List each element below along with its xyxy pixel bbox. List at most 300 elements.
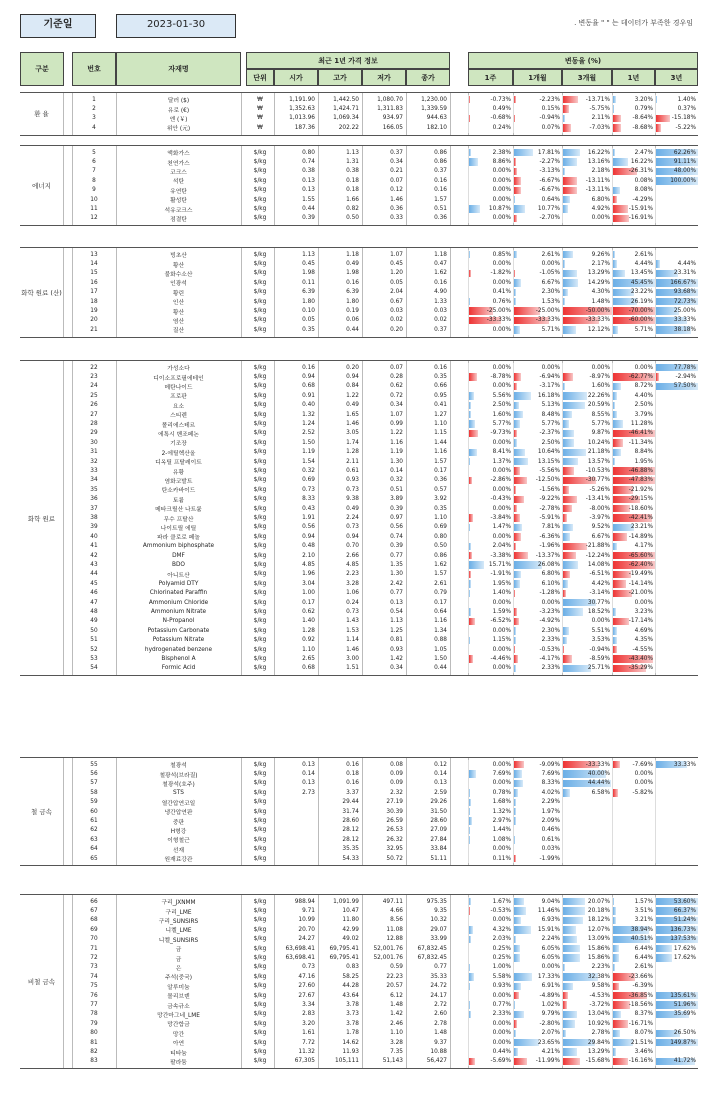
- close-price: 51.11: [430, 855, 447, 862]
- change-bar: [514, 973, 532, 980]
- change-value: 10.87%: [488, 206, 511, 213]
- change-cell: [655, 438, 698, 447]
- change-bar: [514, 761, 524, 768]
- change-cell: [513, 1010, 562, 1019]
- high-price: 54.33: [342, 855, 359, 862]
- change-value: 4.35%: [634, 637, 653, 644]
- change-cell: [468, 982, 513, 991]
- change-value: 6.91%: [541, 983, 560, 990]
- change-value: 2.78%: [591, 1030, 610, 1037]
- table-row: [20, 560, 698, 569]
- unit: $/kg: [253, 168, 267, 175]
- material-name: Ammonium Nitrate: [150, 609, 207, 616]
- change-cell: [612, 626, 655, 635]
- change-cell: [468, 570, 513, 579]
- row-no: 33: [90, 468, 98, 475]
- change-value: -0.94%: [539, 115, 560, 122]
- material-name: 철광석: [170, 763, 187, 770]
- change-bar: [469, 411, 471, 418]
- change-value: 16.22%: [587, 149, 610, 156]
- high-price: 0.50: [346, 215, 359, 222]
- change-cell: [513, 972, 562, 981]
- table-row: [20, 1010, 698, 1019]
- change-value: -0.68%: [490, 115, 511, 122]
- change-value: -70.00%: [628, 308, 653, 315]
- change-cell: [562, 1000, 612, 1009]
- change-cell: [562, 325, 612, 334]
- change-bar: [563, 420, 569, 427]
- change-value: 1.48%: [591, 298, 610, 305]
- close-price: 0.16: [434, 177, 447, 184]
- table-row: [20, 769, 698, 778]
- close-price: 0.86: [434, 149, 447, 156]
- change-value: -2.80%: [539, 1020, 560, 1027]
- material-name: 디이소프로필에테인: [153, 375, 204, 382]
- change-value: 77.78%: [673, 364, 696, 371]
- change-value: 41.72%: [673, 1058, 696, 1065]
- high-price: 3.28: [346, 580, 359, 587]
- low-price: 0.45: [390, 261, 403, 268]
- material-name: 유황: [172, 469, 185, 476]
- material-name: STS: [173, 789, 184, 796]
- change-cell: [612, 1029, 655, 1038]
- change-bar: [563, 439, 574, 446]
- change-value: 8.33%: [541, 780, 560, 787]
- change-bar: [613, 533, 627, 540]
- change-value: 4.92%: [591, 206, 610, 213]
- material-name: 중판: [172, 819, 185, 826]
- change-bar: [514, 270, 515, 277]
- change-bar: [613, 392, 617, 399]
- low-price: 12.88: [386, 936, 403, 943]
- material-name: 탄소카바이드: [161, 488, 196, 495]
- table-row: [20, 325, 698, 334]
- material-name: 이형철근: [167, 838, 190, 845]
- high-price: 0.06: [346, 317, 359, 324]
- change-bar: [656, 945, 672, 952]
- open-price: 0.73: [302, 486, 315, 493]
- low-price: 4.66: [390, 908, 403, 915]
- high-price: 1.66: [346, 196, 359, 203]
- change-value: 38.18%: [673, 326, 696, 333]
- row-no: 82: [90, 1049, 98, 1056]
- unit: ₩: [257, 106, 263, 113]
- change-value: -1.99%: [539, 855, 560, 862]
- change-value: 3.23%: [634, 609, 653, 616]
- material-name: 구리_JXNMM: [161, 900, 196, 907]
- unit: $/kg: [253, 261, 267, 268]
- change-cell: [513, 897, 562, 906]
- change-bar: [514, 420, 520, 427]
- change-bar: [613, 646, 617, 653]
- change-bar: [563, 326, 576, 333]
- change-cell: [562, 391, 612, 400]
- change-bar: [563, 402, 585, 409]
- change-value: 10.77%: [537, 206, 560, 213]
- change-value: 0.00%: [492, 168, 511, 175]
- close-price: 1.62: [434, 270, 447, 277]
- change-value: 0.00%: [492, 468, 511, 475]
- change-value: -21.00%: [628, 590, 653, 597]
- change-value: -5.82%: [632, 789, 653, 796]
- unit: ₩: [257, 96, 263, 103]
- change-value: 136.73%: [670, 926, 696, 933]
- change-cell: [655, 429, 698, 438]
- change-value: 3.21%: [634, 917, 653, 924]
- change-bar: [563, 205, 568, 212]
- close-price: 1,339.59: [421, 106, 447, 113]
- row-no: 29: [90, 430, 98, 437]
- change-value: -13.11%: [585, 177, 610, 184]
- change-value: 1.97%: [541, 808, 560, 815]
- close-price: 1.57: [434, 458, 447, 465]
- change-cell: [468, 269, 513, 278]
- table-row: [20, 798, 698, 807]
- change-value: 0.00%: [591, 364, 610, 371]
- change-value: 9.58%: [591, 983, 610, 990]
- change-cell: [655, 560, 698, 569]
- unit: ₩: [257, 124, 263, 131]
- change-value: -12.50%: [535, 477, 560, 484]
- table-row: [20, 1000, 698, 1009]
- change-cell: [612, 551, 655, 560]
- change-value: -9.73%: [490, 430, 511, 437]
- change-bar: [514, 1011, 524, 1018]
- close-price: 27.09: [430, 827, 447, 834]
- change-cell: [513, 645, 562, 654]
- change-cell: [655, 617, 698, 626]
- change-bar: [563, 524, 573, 531]
- change-cell: [468, 504, 513, 513]
- change-bar: [613, 449, 621, 456]
- change-bar: [613, 789, 618, 796]
- row-no: 41: [90, 543, 98, 550]
- change-cell: [612, 560, 655, 569]
- change-bar: [563, 458, 578, 465]
- change-value: -0.53%: [539, 646, 560, 653]
- open-price: 2.10: [302, 552, 315, 559]
- change-cell: [468, 807, 513, 816]
- change-value: -12.24%: [585, 552, 610, 559]
- change-cell: [513, 306, 562, 315]
- unit: $/kg: [253, 251, 267, 258]
- unit: $/kg: [253, 855, 267, 862]
- change-bar: [563, 898, 585, 905]
- change-cell: [612, 123, 655, 132]
- change-value: 1.40%: [677, 96, 696, 103]
- change-bar: [613, 196, 617, 203]
- change-value: 51.24%: [673, 917, 696, 924]
- change-cell: [562, 448, 612, 457]
- change-cell: [513, 944, 562, 953]
- change-cell: [562, 953, 612, 962]
- col-name: 자재명: [116, 52, 241, 86]
- table-row: [20, 195, 698, 204]
- change-cell: [612, 316, 655, 325]
- change-value: 0.00%: [492, 187, 511, 194]
- high-price: 49.02: [342, 936, 359, 943]
- high-price: 0.83: [346, 964, 359, 971]
- change-value: -4.89%: [539, 992, 560, 999]
- close-price: 0.16: [434, 279, 447, 286]
- change-bar: [563, 1048, 577, 1055]
- table-row: [20, 123, 698, 132]
- close-price: 10.88: [430, 1049, 447, 1056]
- material-name: 가성소다: [167, 366, 190, 373]
- change-cell: [562, 278, 612, 287]
- close-price: 2.78: [434, 1020, 447, 1027]
- high-price: 0.18: [346, 771, 359, 778]
- change-value: 33.33%: [673, 761, 696, 768]
- low-price: 0.97: [390, 515, 403, 522]
- change-value: -18.60%: [628, 505, 653, 512]
- material-name: 프로판: [170, 394, 187, 401]
- change-cell: [562, 560, 612, 569]
- col-1m: 1개월: [513, 69, 562, 86]
- row-no: 72: [90, 955, 98, 962]
- row-no: 79: [90, 1020, 98, 1027]
- change-bar: [469, 1001, 470, 1008]
- open-price: 0.44: [302, 206, 315, 213]
- change-cell: [513, 410, 562, 419]
- row-group: [20, 894, 698, 1069]
- close-price: 29.07: [430, 926, 447, 933]
- change-value: 5.58%: [492, 973, 511, 980]
- change-value: -3.14%: [589, 590, 610, 597]
- change-cell: [468, 391, 513, 400]
- change-cell: [655, 982, 698, 991]
- high-price: 0.49: [346, 505, 359, 512]
- change-cell: [655, 1010, 698, 1019]
- unit: $/kg: [253, 836, 267, 843]
- open-price: 47.16: [298, 973, 315, 980]
- change-value: -3.97%: [589, 515, 610, 522]
- table-row: [20, 991, 698, 1000]
- change-value: 7.69%: [541, 771, 560, 778]
- change-bar: [514, 149, 533, 156]
- change-cell: [612, 504, 655, 513]
- change-bar: [563, 945, 580, 952]
- change-bar: [469, 402, 471, 409]
- change-value: 1.08%: [492, 836, 511, 843]
- unit: $/kg: [253, 562, 267, 569]
- change-value: -42.41%: [628, 515, 653, 522]
- unit: $/kg: [253, 846, 267, 853]
- open-price: 0.13: [302, 761, 315, 768]
- open-price: 2.52: [302, 430, 315, 437]
- open-price: 0.68: [302, 665, 315, 672]
- change-cell: [655, 195, 698, 204]
- change-bar: [469, 514, 473, 521]
- change-cell: [655, 854, 698, 863]
- change-value: -1.96%: [539, 543, 560, 550]
- change-cell: [612, 788, 655, 797]
- low-price: 0.14: [390, 468, 403, 475]
- close-price: 33.84: [430, 846, 447, 853]
- low-price: 934.97: [382, 115, 403, 122]
- low-price: 1.35: [390, 562, 403, 569]
- change-bar: [613, 158, 628, 165]
- change-bar: [563, 115, 565, 122]
- change-value: 66.37%: [673, 908, 696, 915]
- change-cell: [562, 835, 612, 844]
- change-bar: [514, 205, 525, 212]
- change-cell: [655, 466, 698, 475]
- change-value: 2.30%: [541, 289, 560, 296]
- change-cell: [468, 123, 513, 132]
- change-value: -1.82%: [490, 270, 511, 277]
- material-name: 열간압연코일: [161, 800, 196, 807]
- col-category: 구분: [20, 52, 64, 86]
- change-cell: [655, 148, 698, 157]
- unit: $/kg: [253, 955, 267, 962]
- change-bar: [563, 486, 569, 493]
- change-cell: [468, 186, 513, 195]
- open-price: [274, 854, 318, 863]
- change-bar: [514, 580, 520, 587]
- change-value: 23.31%: [673, 270, 696, 277]
- high-price: 1.80: [346, 298, 359, 305]
- open-price: [274, 816, 318, 825]
- change-value: -6.36%: [539, 533, 560, 540]
- change-value: -8.64%: [632, 115, 653, 122]
- material-name: 스티렌: [170, 413, 187, 420]
- close-price: 28.60: [430, 818, 447, 825]
- change-cell: [562, 1029, 612, 1038]
- low-price: 0.05: [390, 279, 403, 286]
- change-cell: [562, 607, 612, 616]
- close-price: 1.16: [434, 449, 447, 456]
- change-cell: [468, 485, 513, 494]
- change-cell: [612, 916, 655, 925]
- change-value: 4.21%: [541, 1049, 560, 1056]
- change-value: 0.00%: [591, 215, 610, 222]
- high-price: 0.73: [346, 524, 359, 531]
- change-value: 17.81%: [537, 149, 560, 156]
- unit: $/kg: [253, 1049, 267, 1056]
- material-name: 금속규소: [167, 1003, 190, 1010]
- change-value: 0.61%: [541, 836, 560, 843]
- close-price: 0.57: [434, 486, 447, 493]
- change-bar: [613, 439, 623, 446]
- close-price: 0.41: [434, 402, 447, 409]
- table-row: [20, 542, 698, 551]
- change-cell: [513, 513, 562, 522]
- change-value: -2.37%: [539, 430, 560, 437]
- change-bar: [563, 543, 587, 550]
- change-cell: [655, 306, 698, 315]
- change-bar: [563, 552, 576, 559]
- high-price: 1,442.50: [333, 96, 359, 103]
- change-value: -4.53%: [589, 992, 610, 999]
- change-value: 5.71%: [541, 326, 560, 333]
- row-no: 2: [92, 106, 96, 113]
- change-cell: [612, 448, 655, 457]
- row-group: [20, 247, 698, 338]
- change-cell: [655, 391, 698, 400]
- close-price: 0.14: [434, 771, 447, 778]
- change-cell: [655, 953, 698, 962]
- change-value: 8.84%: [634, 449, 653, 456]
- change-value: 17.33%: [537, 973, 560, 980]
- material-name: 황산: [172, 262, 185, 269]
- change-cell: [655, 897, 698, 906]
- change-cell: [513, 123, 562, 132]
- change-cell: [468, 579, 513, 588]
- change-cell: [655, 250, 698, 259]
- close-price: 182.10: [426, 124, 447, 131]
- unit: $/kg: [253, 827, 267, 834]
- change-bar: [563, 251, 573, 258]
- row-no: 54: [90, 665, 98, 672]
- close-price: 0.69: [434, 524, 447, 531]
- high-price: 0.73: [346, 486, 359, 493]
- change-bar: [469, 789, 470, 796]
- change-bar: [469, 608, 471, 615]
- change-cell: [513, 798, 562, 807]
- row-no: 19: [90, 308, 98, 315]
- close-price: 0.36: [434, 477, 447, 484]
- change-value: 25.71%: [587, 665, 610, 672]
- row-no: 9: [92, 187, 96, 194]
- open-price: 0.56: [302, 524, 315, 531]
- change-value: -47.83%: [628, 477, 653, 484]
- change-cell: [513, 114, 562, 123]
- change-cell: [612, 288, 655, 297]
- change-cell: [468, 636, 513, 645]
- change-cell: [562, 664, 612, 673]
- change-cell: [562, 176, 612, 185]
- change-cell: [562, 1047, 612, 1056]
- change-cell: [655, 626, 698, 635]
- change-value: 13.09%: [587, 936, 610, 943]
- change-bar: [563, 383, 565, 390]
- unit: $/kg: [253, 627, 267, 634]
- change-cell: [655, 532, 698, 541]
- change-value: 0.46%: [541, 827, 560, 834]
- change-bar: [514, 855, 516, 862]
- change-value: 12.12%: [587, 326, 610, 333]
- change-value: 0.00%: [492, 177, 511, 184]
- change-cell: [562, 579, 612, 588]
- change-value: 5.71%: [634, 326, 653, 333]
- open-price: 3.20: [302, 1020, 315, 1027]
- change-value: 20.59%: [587, 402, 610, 409]
- change-value: -25.00%: [486, 308, 511, 315]
- change-cell: [468, 826, 513, 835]
- high-price: 9.38: [346, 496, 359, 503]
- change-value: 8.07%: [634, 1030, 653, 1037]
- high-price: 105,111: [335, 1058, 359, 1065]
- row-no: 51: [90, 637, 98, 644]
- table-row: [20, 476, 698, 485]
- open-price: 20.70: [298, 926, 315, 933]
- close-price: 0.13: [434, 780, 447, 787]
- material-name: Ammonium biphosphate: [142, 543, 215, 550]
- change-cell: [468, 104, 513, 113]
- change-cell: [468, 897, 513, 906]
- table-row: [20, 916, 698, 925]
- change-cell: [513, 448, 562, 457]
- table-row: [20, 807, 698, 816]
- change-cell: [562, 1057, 612, 1066]
- change-cell: [513, 157, 562, 166]
- change-value: -7.69%: [632, 761, 653, 768]
- unit: $/kg: [253, 270, 267, 277]
- change-cell: [562, 617, 612, 626]
- low-price: 1.48: [390, 1002, 403, 1009]
- open-price: 24.27: [298, 936, 315, 943]
